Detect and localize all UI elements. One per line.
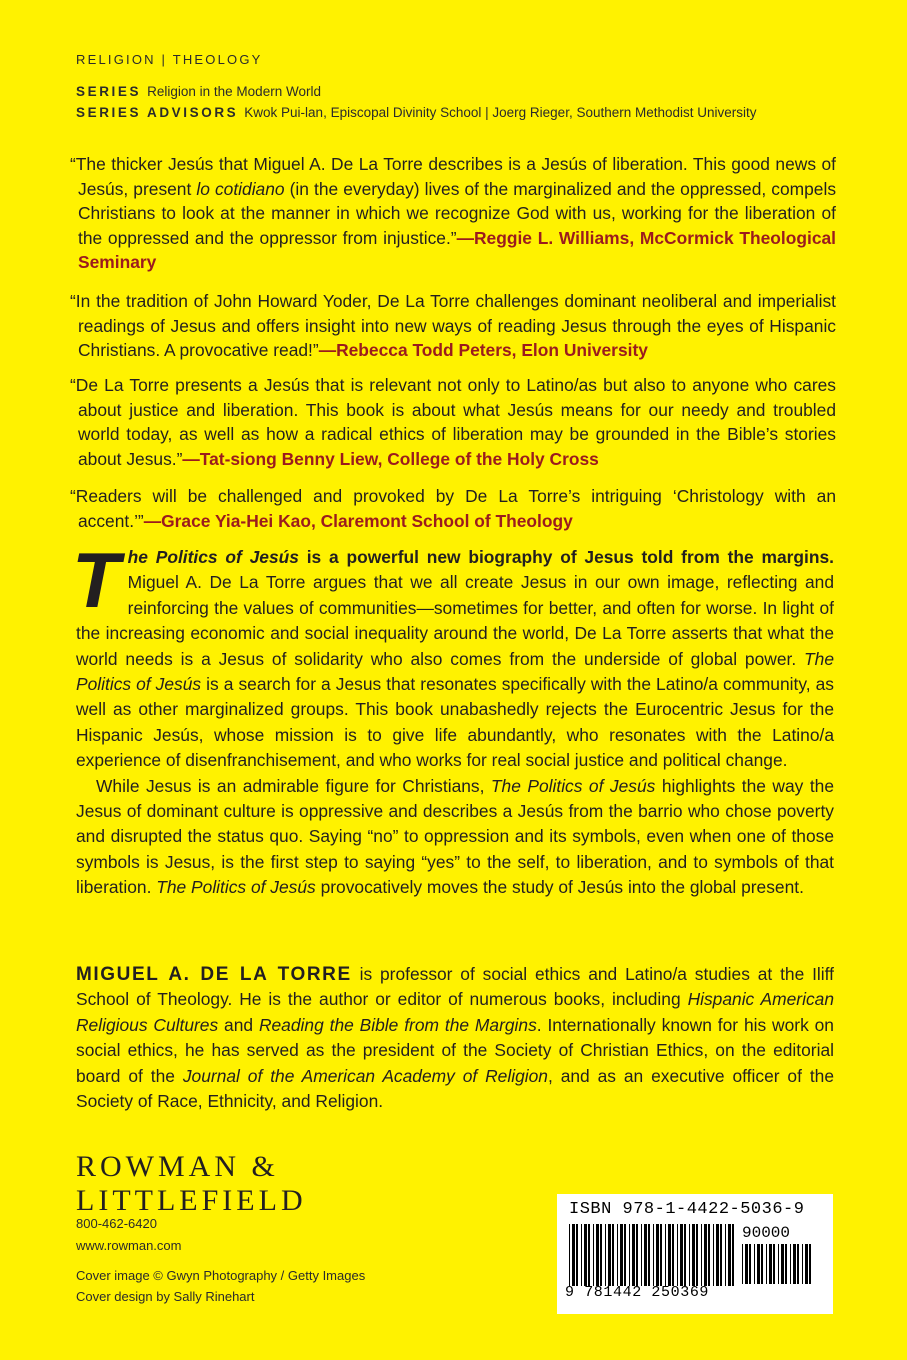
barcode-bar (797, 1244, 799, 1284)
book-description (72, 536, 834, 918)
series-line (76, 84, 321, 99)
isbn-number: ISBN 978-1-4422-5036-9 (569, 1200, 805, 1219)
endorsement-quote-4 (66, 484, 836, 533)
barcode-bar (805, 1244, 808, 1284)
barcode-bar (769, 1244, 772, 1284)
quote-text: “In the tradition of John Howard Yoder, De La Torre challenges dominant neoliberal and imperialist readings of Jesus and offers insight into new ways of reading Jesus through the eyes of Hispanic Christians. A provocative read!” (70, 291, 836, 361)
book-title: Reading the Bible from the Margins (258, 1014, 537, 1035)
quote-attribution: —Tat-siong Benny Liew, College of the Holy Cross (182, 448, 599, 469)
barcode-bar (793, 1244, 796, 1284)
publisher-logo (76, 1150, 307, 1218)
barcode-bar (668, 1224, 671, 1286)
barcode-bar (572, 1224, 575, 1286)
barcode-bar (757, 1244, 760, 1284)
description-paragraph-1 (72, 536, 834, 774)
description-text: While Jesus is an admirable figure for Christians, (96, 775, 491, 796)
barcode-bar (732, 1224, 734, 1286)
description-text: Miguel A. De La Torre argues that we all create Jesus in our own image, reflecting and reinforcing the values of communities—sometimes for better, and often for worse. In light of the increasing economic and social inequality around the world, De La Torre asserts that what the world needs is a Jesus of solidarity who also comes from the underside of global power. (76, 572, 834, 669)
category-label: RELIGION | THEOLOGY (76, 52, 263, 67)
barcode-bar (596, 1224, 599, 1286)
publisher-logo-line-1: ROWMAN & (76, 1150, 279, 1183)
endorsement-quote-1 (66, 152, 836, 275)
barcode-bar (617, 1224, 618, 1286)
barcode-bar (672, 1224, 674, 1286)
bio-text: , and as an executive officer of the Society of Race, Ethnicity, and Religion. (76, 1065, 835, 1112)
barcode-bar (704, 1224, 707, 1286)
barcode-bar (725, 1224, 726, 1286)
barcode-bar (629, 1224, 630, 1286)
journal-title: Journal of the American Academy of Religion (182, 1065, 548, 1086)
price-code: 90000 (742, 1224, 791, 1242)
quote-text: “De La Torre presents a Jesús that is relevant not only to Latino/as but also to anyone who cares about justice and liberation. This book is about what Jesús means for our needy and troubled world today, as well as how a radical ethics of liberation may be grounded in the Bible’s stories about Jesus.” (70, 375, 836, 469)
barcode-bar (773, 1244, 775, 1284)
drop-cap: T (72, 536, 120, 624)
description-paragraph-2 (76, 774, 834, 901)
barcode-digits: 9 781442 250369 (565, 1284, 710, 1301)
barcode-bar (636, 1224, 638, 1286)
barcode-bar (648, 1224, 650, 1286)
isbn-barcode (569, 1224, 737, 1286)
barcode-bar (790, 1244, 791, 1284)
barcode-bar (692, 1224, 695, 1286)
series-label: SERIES (76, 84, 142, 99)
barcode-bar (684, 1224, 686, 1286)
description-text: provocatively moves the study of Jesús into the global present. (315, 877, 804, 898)
barcode-bar (677, 1224, 678, 1286)
quote-text: “The thicker Jesús that Miguel A. De La Torre describes is a Jesús of liberation. This good news of Jesús, present (70, 154, 836, 199)
author-name: MIGUEL A. DE LA TORRE (76, 964, 352, 985)
description-text: highlights the way the Jesus of dominant culture is oppressive and describes a Jesús from the barrio who chose poverty and disrupted the status quo. Saying “no” to oppression and its symbols, even when one of those symbols is Jesus, is the first step to saying “yes” to the self, to liberation, and to symbols of that liberation. (76, 775, 834, 898)
barcode-bar (620, 1224, 623, 1286)
barcode-bar (689, 1224, 690, 1286)
barcode-bar (749, 1244, 751, 1284)
barcode-bar (754, 1244, 755, 1284)
publisher-phone: 800-462-6420 (76, 1216, 157, 1231)
barcode-bar (593, 1224, 594, 1286)
barcode-bar (605, 1224, 606, 1286)
barcode-bar (680, 1224, 683, 1286)
cover-image-credit: Cover image © Gwyn Photography / Getty Images (76, 1268, 366, 1283)
barcode-bar (720, 1224, 722, 1286)
barcode-bar (742, 1244, 743, 1284)
quote-attribution: —Grace Yia-Hei Kao, Claremont School of Theology (143, 510, 573, 531)
series-value: Religion in the Modern World (147, 84, 321, 99)
bio-text: is professor of social ethics and Latino/a studies at the Iliff School of Theology. He is the author or editor of numerous books, including (76, 964, 834, 1010)
book-title: The Politics of Jesús (76, 648, 834, 695)
book-title: The Politics of Jesús (490, 775, 656, 796)
barcode-bar (696, 1224, 698, 1286)
publisher-logo-line-2: LITTLEFIELD (76, 1184, 307, 1217)
quote-emphasis: lo cotidiano (196, 178, 285, 199)
barcode-bar (612, 1224, 614, 1286)
barcode-bar (778, 1244, 779, 1284)
description-text: is a search for a Jesus that resonates specifically with the Latino/a community, as well as other marginalized groups. This book unabashedly rejects the Eurocentric Jesus for the Hispanic Jesús, whose mission is to give life abundantly, who resonates with the Latino/a experience of disenfranchisement, and who works for real social justice and political change. (76, 674, 834, 771)
barcode-bar (569, 1224, 570, 1286)
book-title: Hispanic American Religious Cultures (76, 989, 834, 1035)
quote-text: (in the everyday) lives of the marginalized and the oppressed, compels Christians to look at the manner in which we recognize God with us, working for the liberation of the oppressed and the oppressor from injustice.” (78, 178, 837, 248)
quote-attribution: —Reggie L. Williams, McCormick Theological Seminary (78, 227, 837, 273)
cover-design-credit: Cover design by Sally Rinehart (76, 1289, 255, 1304)
barcode-bar (781, 1244, 784, 1284)
barcode-bar (728, 1224, 731, 1286)
barcode-bar (716, 1224, 719, 1286)
barcode-bar (576, 1224, 578, 1286)
barcode-bar (656, 1224, 659, 1286)
bio-text: . Internationally known for his work on social ethics, he has served as the president of the Society of Christian Ethics, on the editorial board of the (76, 1014, 834, 1086)
barcode-bar (766, 1244, 767, 1284)
barcode-bar (584, 1224, 587, 1286)
book-title: The Politics of Jesús (156, 877, 316, 898)
lead-text: is a powerful new biography of Jesus told from the margins. (298, 547, 834, 567)
barcode-bar (644, 1224, 647, 1286)
quote-text: “Readers will be challenged and provoked by De La Torre’s intriguing ‘Christology with an accent.’” (70, 486, 836, 531)
barcode-bar (600, 1224, 602, 1286)
quote-attribution: —Rebecca Todd Peters, Elon University (318, 340, 648, 361)
author-bio (76, 962, 834, 1114)
bio-text: and (218, 1014, 259, 1035)
barcode-bar (588, 1224, 590, 1286)
barcode-bar (641, 1224, 642, 1286)
series-advisors-label: SERIES ADVISORS (76, 105, 239, 120)
barcode-bar (708, 1224, 710, 1286)
barcode-bar (701, 1224, 702, 1286)
lead-title: he Politics of Jesús (127, 547, 299, 567)
barcode-bar (809, 1244, 811, 1284)
barcode-bar (660, 1224, 662, 1286)
publisher-website: www.rowman.com (76, 1238, 182, 1253)
barcode-bar (665, 1224, 666, 1286)
endorsement-quote-2 (66, 289, 836, 363)
barcode-bar (608, 1224, 611, 1286)
barcode-bar (632, 1224, 635, 1286)
barcode-bar (624, 1224, 626, 1286)
series-advisors-value: Kwok Pui-lan, Episcopal Divinity School | Joerg Rieger, Southern Methodist University (244, 105, 757, 120)
endorsement-quote-3 (66, 373, 836, 471)
barcode-bar (785, 1244, 787, 1284)
barcode-bar (802, 1244, 803, 1284)
barcode-panel (557, 1194, 833, 1314)
barcode-bar (653, 1224, 654, 1286)
series-advisors-line (76, 105, 757, 120)
barcode-bar (745, 1244, 748, 1284)
barcode-bar (713, 1224, 714, 1286)
barcode-bar (761, 1244, 763, 1284)
price-barcode (742, 1244, 814, 1284)
barcode-bar (581, 1224, 582, 1286)
